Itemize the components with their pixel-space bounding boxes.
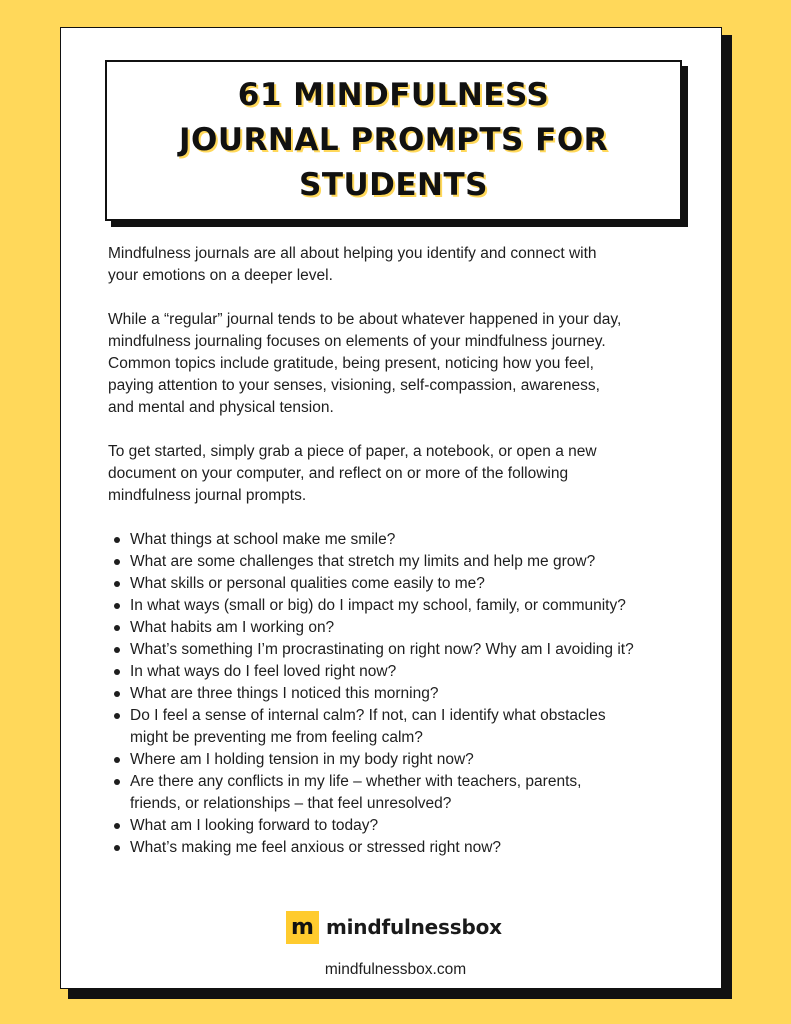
prompt-text: Are there any conflicts in my life – whether with teachers, parents, — [130, 773, 582, 790]
prompt-item — [108, 529, 688, 551]
intro-p3-line: mindfulness journal prompts. — [108, 487, 307, 504]
intro-p2-line: mindfulness journaling focuses on elements of your mindfulness journey. — [108, 333, 606, 350]
prompt-text: What’s something I’m procrastinating on right now? Why am I avoiding it? — [130, 641, 634, 658]
prompt-item — [108, 617, 688, 639]
intro-p1-line: Mindfulness journals are all about helping you identify and connect with — [108, 245, 597, 262]
intro-p3-line: To get started, simply grab a piece of paper, a notebook, or open a new — [108, 443, 597, 460]
prompt-list — [108, 529, 688, 859]
prompt-item — [108, 639, 688, 661]
prompt-item — [108, 749, 688, 771]
prompt-text: What skills or personal qualities come easily to me? — [130, 575, 485, 592]
prompt-item — [108, 573, 688, 595]
prompt-text: might be preventing me from feeling calm? — [130, 729, 423, 746]
prompt-item — [108, 771, 688, 815]
prompt-item — [108, 837, 688, 859]
logo-m-icon: m — [286, 911, 319, 944]
page-title-line-1: 61 MINDFULNESS — [237, 77, 550, 113]
brand-logo — [286, 910, 502, 944]
intro-paragraph-3 — [108, 441, 688, 507]
prompt-text: In what ways do I feel loved right now? — [130, 663, 397, 680]
prompt-text: What am I looking forward to today? — [130, 817, 379, 834]
site-url: mindfulnessbox.com — [324, 961, 467, 978]
intro-p2-line: While a “regular” journal tends to be about whatever happened in your day, — [108, 311, 622, 328]
title-box — [105, 60, 682, 221]
prompt-text: Do I feel a sense of internal calm? If not, can I identify what obstacles — [130, 707, 606, 724]
prompt-item — [108, 815, 688, 837]
intro-paragraph-2 — [108, 309, 688, 419]
prompt-text: In what ways (small or big) do I impact my school, family, or community? — [130, 597, 626, 614]
intro-p3-line: document on your computer, and reflect on or more of the following — [108, 465, 569, 482]
logo-wordmark: mindfulnessbox — [326, 915, 502, 939]
prompt-text: What are three things I noticed this morning? — [130, 685, 439, 702]
intro-p2-line: Common topics include gratitude, being present, noticing how you feel, — [108, 355, 594, 372]
prompt-text: friends, or relationships – that feel unresolved? — [130, 795, 452, 812]
intro-p2-line: and mental and physical tension. — [108, 399, 334, 416]
intro-paragraph-1 — [108, 243, 688, 287]
prompt-item — [108, 661, 688, 683]
prompt-text: What habits am I working on? — [130, 619, 335, 636]
page-title-line-3: STUDENTS — [299, 167, 488, 203]
prompt-item — [108, 705, 688, 749]
prompt-item — [108, 683, 688, 705]
prompt-text: What things at school make me smile? — [130, 531, 396, 548]
prompt-item — [108, 595, 688, 617]
prompt-text: Where am I holding tension in my body right now? — [130, 751, 474, 768]
intro-p1-line: your emotions on a deeper level. — [108, 267, 333, 284]
prompt-item — [108, 551, 688, 573]
prompt-text: What’s making me feel anxious or stressed right now? — [130, 839, 502, 856]
prompt-text: What are some challenges that stretch my limits and help me grow? — [130, 553, 596, 570]
body-content — [108, 243, 688, 859]
intro-p2-line: paying attention to your senses, visioning, self-compassion, awareness, — [108, 377, 600, 394]
page-title-line-2: JOURNAL PROMPTS FOR — [178, 122, 609, 158]
